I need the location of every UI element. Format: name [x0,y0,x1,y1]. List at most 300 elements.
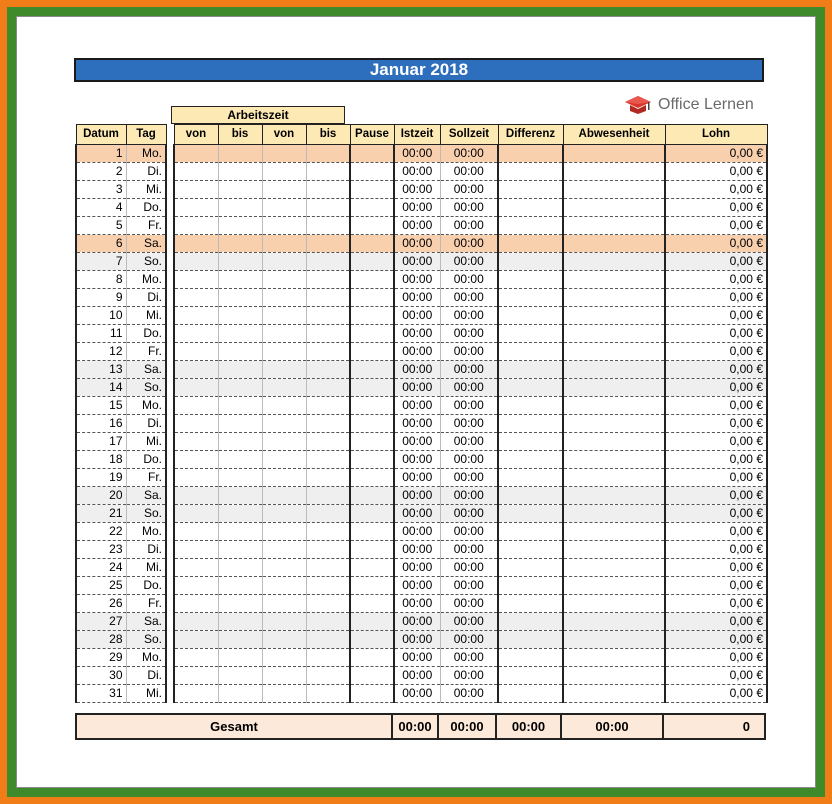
total-lohn: 0 [663,714,765,739]
datum-cell: 4 [76,199,126,217]
von-1-cell[interactable] [174,505,218,523]
lohn-cell: 0,00 € [665,631,767,649]
abwesenheit-cell[interactable] [563,289,665,307]
von-2-cell[interactable] [262,325,306,343]
von-2-cell[interactable] [262,487,306,505]
von-2-cell[interactable] [262,343,306,361]
differenz-cell [498,631,563,649]
pause-cell[interactable] [350,325,394,343]
von-2-cell[interactable] [262,163,306,181]
bis-1-cell[interactable] [218,595,262,613]
von-1-cell[interactable] [174,181,218,199]
table-row [76,577,767,595]
bis-2-cell[interactable] [306,181,350,199]
von-2-cell[interactable] [262,253,306,271]
von-1-cell[interactable] [174,433,218,451]
sollzeit-cell: 00:00 [440,343,498,361]
abwesenheit-cell[interactable] [563,379,665,397]
datum-cell: 10 [76,307,126,325]
pause-cell[interactable] [350,613,394,631]
abwesenheit-cell[interactable] [563,541,665,559]
tag-cell: So. [126,505,166,523]
istzeit-cell: 00:00 [394,163,440,181]
table-row [76,145,767,163]
table-row [76,325,767,343]
von-2-cell[interactable] [262,595,306,613]
bis-1-cell[interactable] [218,667,262,685]
pause-cell[interactable] [350,343,394,361]
lohn-cell: 0,00 € [665,199,767,217]
abwesenheit-cell[interactable] [563,523,665,541]
bis-2-cell[interactable] [306,577,350,595]
von-2-cell[interactable] [262,289,306,307]
bis-2-cell[interactable] [306,559,350,577]
abwesenheit-cell[interactable] [563,613,665,631]
lohn-cell: 0,00 € [665,451,767,469]
bis-1-cell[interactable] [218,433,262,451]
logo-text: Office Lernen [658,96,754,113]
sollzeit-cell: 00:00 [440,271,498,289]
bis-1-cell[interactable] [218,505,262,523]
table-row [76,649,767,667]
von-2-cell[interactable] [262,649,306,667]
istzeit-cell: 00:00 [394,505,440,523]
table-row [76,433,767,451]
istzeit-cell: 00:00 [394,685,440,703]
pause-cell[interactable] [350,469,394,487]
pause-cell[interactable] [350,559,394,577]
istzeit-cell: 00:00 [394,199,440,217]
bis-2-cell[interactable] [306,379,350,397]
tag-cell: Mo. [126,271,166,289]
pause-cell[interactable] [350,523,394,541]
sollzeit-cell: 00:00 [440,577,498,595]
bis-2-cell[interactable] [306,487,350,505]
bis-2-cell[interactable] [306,685,350,703]
von-1-cell[interactable] [174,145,218,163]
datum-cell: 6 [76,235,126,253]
table-row [76,631,767,649]
bis-1-cell[interactable] [218,199,262,217]
bis-2-cell[interactable] [306,667,350,685]
abwesenheit-cell[interactable] [563,217,665,235]
tag-cell: Fr. [126,343,166,361]
datum-cell: 14 [76,379,126,397]
tag-cell: Fr. [126,595,166,613]
bis-2-cell[interactable] [306,595,350,613]
timesheet-table [75,124,768,703]
von-2-cell[interactable] [262,271,306,289]
differenz-cell [498,397,563,415]
abwesenheit-cell[interactable] [563,505,665,523]
tag-cell: Mi. [126,181,166,199]
arbeitszeit-group-header: Arbeitszeit [171,106,345,124]
differenz-cell [498,253,563,271]
datum-cell: 30 [76,667,126,685]
bis-1-cell[interactable] [218,325,262,343]
von-2-cell[interactable] [262,577,306,595]
von-2-cell[interactable] [262,541,306,559]
bis-1-cell[interactable] [218,415,262,433]
pause-cell[interactable] [350,667,394,685]
differenz-cell [498,667,563,685]
differenz-cell [498,613,563,631]
von-2-cell[interactable] [262,199,306,217]
von-2-cell[interactable] [262,307,306,325]
sollzeit-cell: 00:00 [440,631,498,649]
pause-cell[interactable] [350,253,394,271]
pause-cell[interactable] [350,163,394,181]
von-1-cell[interactable] [174,613,218,631]
istzeit-cell: 00:00 [394,487,440,505]
abwesenheit-cell[interactable] [563,235,665,253]
bis-2-cell[interactable] [306,541,350,559]
table-row [76,361,767,379]
von-1-cell[interactable] [174,685,218,703]
abwesenheit-cell[interactable] [563,451,665,469]
von-2-cell[interactable] [262,181,306,199]
differenz-cell [498,181,563,199]
bis-1-cell[interactable] [218,541,262,559]
von-2-cell[interactable] [262,523,306,541]
bis-2-cell[interactable] [306,307,350,325]
table-row [76,253,767,271]
table-row [76,685,767,703]
pause-cell[interactable] [350,181,394,199]
istzeit-cell: 00:00 [394,253,440,271]
total-label: Gesamt [76,714,392,739]
pause-cell[interactable] [350,415,394,433]
bis-2-cell[interactable] [306,505,350,523]
abwesenheit-cell[interactable] [563,253,665,271]
sollzeit-cell: 00:00 [440,217,498,235]
sollzeit-cell: 00:00 [440,523,498,541]
bis-1-cell[interactable] [218,523,262,541]
datum-cell: 8 [76,271,126,289]
pause-cell[interactable] [350,487,394,505]
abwesenheit-cell[interactable] [563,559,665,577]
bis-1-cell[interactable] [218,397,262,415]
bis-2-cell[interactable] [306,397,350,415]
bis-2-cell[interactable] [306,217,350,235]
bis-1-cell[interactable] [218,343,262,361]
von-1-cell[interactable] [174,361,218,379]
datum-cell: 12 [76,343,126,361]
bis-1-cell[interactable] [218,613,262,631]
von-2-cell[interactable] [262,361,306,379]
von-2-cell[interactable] [262,613,306,631]
abwesenheit-cell[interactable] [563,469,665,487]
von-1-cell[interactable] [174,631,218,649]
bis-1-cell[interactable] [218,487,262,505]
von-2-cell[interactable] [262,379,306,397]
bis-2-cell[interactable] [306,145,350,163]
bis-1-cell[interactable] [218,289,262,307]
von-2-cell[interactable] [262,631,306,649]
von-2-cell[interactable] [262,397,306,415]
table-row [76,541,767,559]
von-2-cell[interactable] [262,433,306,451]
von-1-cell[interactable] [174,649,218,667]
lohn-cell: 0,00 € [665,217,767,235]
von-1-cell[interactable] [174,379,218,397]
von-1-cell[interactable] [174,235,218,253]
abwesenheit-cell[interactable] [563,343,665,361]
abwesenheit-cell[interactable] [563,415,665,433]
differenz-cell [498,289,563,307]
abwesenheit-cell[interactable] [563,325,665,343]
bis-1-cell[interactable] [218,361,262,379]
abwesenheit-cell[interactable] [563,199,665,217]
pause-cell[interactable] [350,631,394,649]
sollzeit-cell: 00:00 [440,181,498,199]
bis-2-cell[interactable] [306,199,350,217]
von-1-cell[interactable] [174,487,218,505]
lohn-cell: 0,00 € [665,163,767,181]
bis-1-cell[interactable] [218,145,262,163]
abwesenheit-cell[interactable] [563,433,665,451]
bis-1-cell[interactable] [218,163,262,181]
pause-cell[interactable] [350,397,394,415]
bis-1-cell[interactable] [218,235,262,253]
von-1-cell[interactable] [174,217,218,235]
bis-2-cell[interactable] [306,415,350,433]
tag-cell: Di. [126,163,166,181]
sollzeit-cell: 00:00 [440,505,498,523]
von-1-cell[interactable] [174,199,218,217]
abwesenheit-cell[interactable] [563,397,665,415]
tag-cell: Do. [126,451,166,469]
abwesenheit-cell[interactable] [563,685,665,703]
bis-1-cell[interactable] [218,181,262,199]
pause-cell[interactable] [350,379,394,397]
datum-cell: 15 [76,397,126,415]
differenz-cell [498,163,563,181]
von-1-cell[interactable] [174,307,218,325]
pause-cell[interactable] [350,577,394,595]
lohn-cell: 0,00 € [665,541,767,559]
lohn-cell: 0,00 € [665,649,767,667]
bis-1-cell[interactable] [218,253,262,271]
graduation-cap-icon [624,95,652,115]
von-2-cell[interactable] [262,685,306,703]
von-1-cell[interactable] [174,325,218,343]
differenz-cell [498,433,563,451]
bis-2-cell[interactable] [306,649,350,667]
abwesenheit-cell[interactable] [563,145,665,163]
von-1-cell[interactable] [174,559,218,577]
logo [624,94,754,116]
bis-2-cell[interactable] [306,235,350,253]
bis-2-cell[interactable] [306,631,350,649]
istzeit-cell: 00:00 [394,217,440,235]
pause-cell[interactable] [350,217,394,235]
sollzeit-cell: 00:00 [440,289,498,307]
abwesenheit-cell[interactable] [563,307,665,325]
bis-2-cell[interactable] [306,253,350,271]
bis-1-cell[interactable] [218,271,262,289]
bis-2-cell[interactable] [306,523,350,541]
von-1-cell[interactable] [174,415,218,433]
bis-1-cell[interactable] [218,469,262,487]
bis-2-cell[interactable] [306,469,350,487]
bis-2-cell[interactable] [306,325,350,343]
differenz-cell [498,145,563,163]
von-1-cell[interactable] [174,253,218,271]
bis-2-cell[interactable] [306,271,350,289]
istzeit-cell: 00:00 [394,235,440,253]
istzeit-cell: 00:00 [394,577,440,595]
sollzeit-cell: 00:00 [440,379,498,397]
total-sollzeit: 00:00 [438,714,496,739]
von-1-cell[interactable] [174,667,218,685]
von-1-cell[interactable] [174,343,218,361]
pause-cell[interactable] [350,451,394,469]
pause-cell[interactable] [350,649,394,667]
tag-cell: Mo. [126,397,166,415]
lohn-cell: 0,00 € [665,685,767,703]
abwesenheit-cell[interactable] [563,271,665,289]
pause-cell[interactable] [350,307,394,325]
von-1-cell[interactable] [174,595,218,613]
datum-cell: 7 [76,253,126,271]
bis-1-cell[interactable] [218,217,262,235]
von-1-cell[interactable] [174,451,218,469]
von-1-cell[interactable] [174,577,218,595]
datum-cell: 19 [76,469,126,487]
istzeit-cell: 00:00 [394,145,440,163]
bis-1-cell[interactable] [218,379,262,397]
abwesenheit-cell[interactable] [563,181,665,199]
datum-cell: 20 [76,487,126,505]
von-2-cell[interactable] [262,469,306,487]
table-row [76,613,767,631]
von-1-cell[interactable] [174,397,218,415]
bis-1-cell[interactable] [218,559,262,577]
table-row [76,469,767,487]
lohn-cell: 0,00 € [665,523,767,541]
von-2-cell[interactable] [262,451,306,469]
sollzeit-cell: 00:00 [440,433,498,451]
differenz-cell [498,325,563,343]
col-header-pause: Pause [350,125,394,145]
von-1-cell[interactable] [174,163,218,181]
pause-cell[interactable] [350,361,394,379]
col-header-istzeit: Istzeit [394,125,440,145]
abwesenheit-cell[interactable] [563,649,665,667]
table-row [76,505,767,523]
col-header-tag: Tag [126,125,166,145]
bis-2-cell[interactable] [306,289,350,307]
von-2-cell[interactable] [262,559,306,577]
istzeit-cell: 00:00 [394,343,440,361]
von-2-cell[interactable] [262,667,306,685]
bis-1-cell[interactable] [218,577,262,595]
lohn-cell: 0,00 € [665,307,767,325]
totals-row [75,713,766,740]
lohn-cell: 0,00 € [665,577,767,595]
pause-cell[interactable] [350,271,394,289]
abwesenheit-cell[interactable] [563,577,665,595]
datum-cell: 28 [76,631,126,649]
pause-cell[interactable] [350,199,394,217]
lohn-cell: 0,00 € [665,505,767,523]
bis-2-cell[interactable] [306,613,350,631]
abwesenheit-cell[interactable] [563,487,665,505]
von-1-cell[interactable] [174,523,218,541]
istzeit-cell: 00:00 [394,469,440,487]
datum-cell: 26 [76,595,126,613]
bis-2-cell[interactable] [306,163,350,181]
pause-cell[interactable] [350,145,394,163]
bis-2-cell[interactable] [306,433,350,451]
month-title: Januar 2018 [74,58,764,82]
von-1-cell[interactable] [174,289,218,307]
bis-2-cell[interactable] [306,361,350,379]
pause-cell[interactable] [350,433,394,451]
von-1-cell[interactable] [174,541,218,559]
sollzeit-cell: 00:00 [440,415,498,433]
bis-1-cell[interactable] [218,307,262,325]
tag-cell: Mi. [126,433,166,451]
table-row [76,415,767,433]
sollzeit-cell: 00:00 [440,235,498,253]
col-header-von-2: von [262,125,306,145]
pause-cell[interactable] [350,595,394,613]
datum-cell: 5 [76,217,126,235]
pause-cell[interactable] [350,685,394,703]
pause-cell[interactable] [350,505,394,523]
abwesenheit-cell[interactable] [563,595,665,613]
datum-cell: 9 [76,289,126,307]
lohn-cell: 0,00 € [665,325,767,343]
lohn-cell: 0,00 € [665,667,767,685]
sollzeit-cell: 00:00 [440,325,498,343]
bis-1-cell[interactable] [218,685,262,703]
pause-cell[interactable] [350,235,394,253]
bis-2-cell[interactable] [306,451,350,469]
abwesenheit-cell[interactable] [563,667,665,685]
total-istzeit: 00:00 [392,714,438,739]
von-2-cell[interactable] [262,415,306,433]
von-2-cell[interactable] [262,145,306,163]
von-1-cell[interactable] [174,469,218,487]
von-2-cell[interactable] [262,217,306,235]
von-2-cell[interactable] [262,235,306,253]
lohn-cell: 0,00 € [665,289,767,307]
lohn-cell: 0,00 € [665,415,767,433]
bis-1-cell[interactable] [218,631,262,649]
sollzeit-cell: 00:00 [440,595,498,613]
bis-1-cell[interactable] [218,451,262,469]
table-row [76,307,767,325]
pause-cell[interactable] [350,289,394,307]
datum-cell: 25 [76,577,126,595]
abwesenheit-cell[interactable] [563,361,665,379]
abwesenheit-cell[interactable] [563,631,665,649]
istzeit-cell: 00:00 [394,325,440,343]
tag-cell: Do. [126,577,166,595]
von-1-cell[interactable] [174,271,218,289]
differenz-cell [498,217,563,235]
bis-2-cell[interactable] [306,343,350,361]
abwesenheit-cell[interactable] [563,163,665,181]
pause-cell[interactable] [350,541,394,559]
tag-cell: Di. [126,415,166,433]
bis-1-cell[interactable] [218,649,262,667]
von-2-cell[interactable] [262,505,306,523]
total-abwesenheit: 00:00 [561,714,663,739]
